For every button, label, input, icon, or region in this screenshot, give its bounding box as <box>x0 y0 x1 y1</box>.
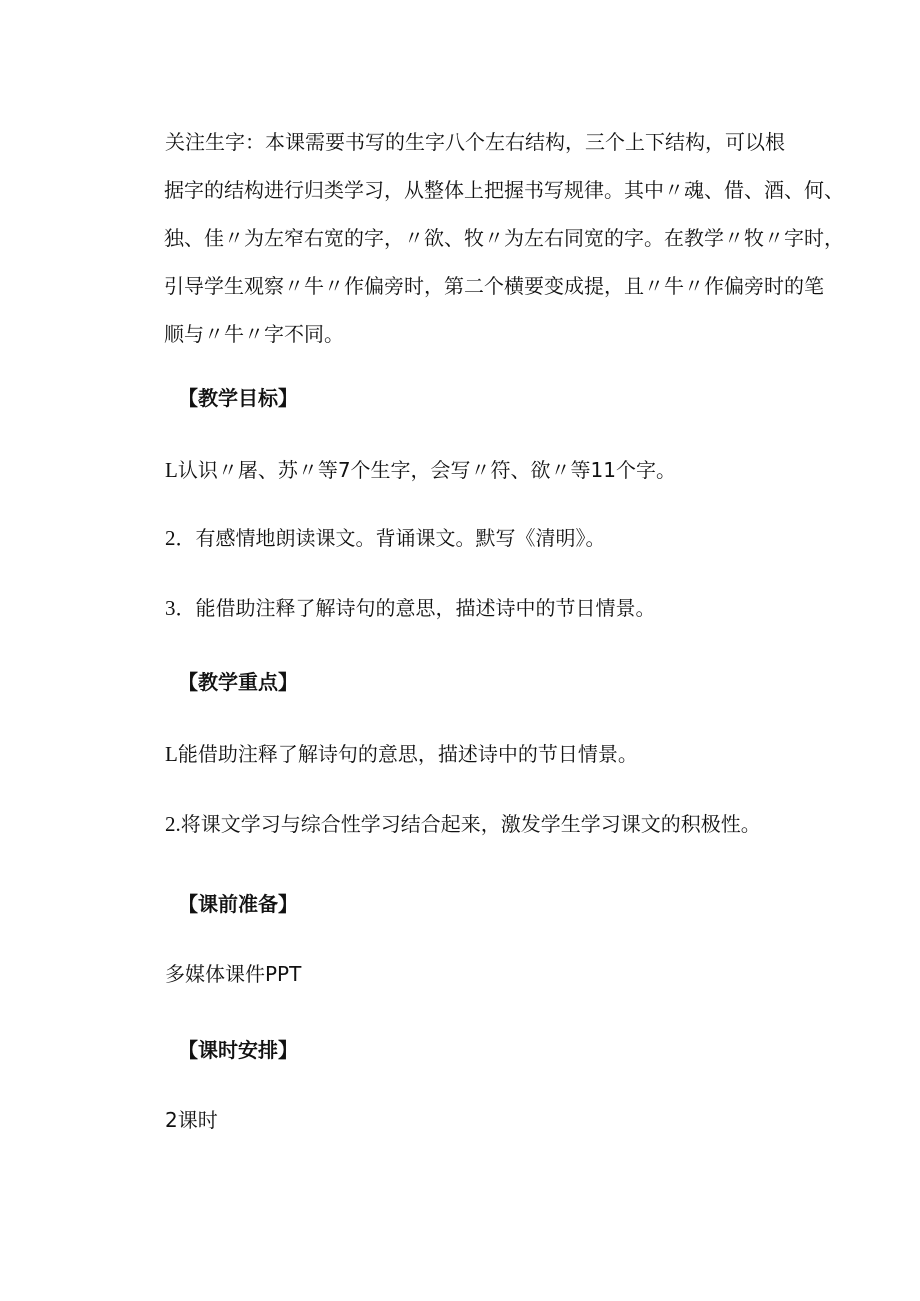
heading-teaching-focus: 【教学重点】 <box>178 670 298 694</box>
goal-item-1 <box>165 456 676 484</box>
intro-line-1: 关注生字：本课需要书写的生字八个左右结构，三个上下结构，可以根 <box>165 130 785 154</box>
focus-item-1 <box>165 740 638 768</box>
goal-item-3-text: ．能借助注释了解诗句的意思，描述诗中的节日情景。 <box>175 596 656 620</box>
focus-item-1-number: L <box>165 742 178 766</box>
preparation-text: 多媒体课件PPT <box>165 962 302 986</box>
intro-paragraph <box>164 118 844 358</box>
goal-item-2-number: 2 <box>165 526 176 550</box>
goal-item-1-number: L <box>165 458 178 482</box>
intro-line-3: 独、佳〃为左窄右宽的字，〃欲、牧〃为左右同宽的字。在教学〃牧〃字时， <box>164 226 844 250</box>
goal-item-3 <box>165 594 656 622</box>
goal-item-1-text: 认识〃屠、苏〃等7个生字，会写〃符、欲〃等11个字。 <box>177 458 677 482</box>
focus-item-2-number: 2. <box>165 812 181 836</box>
heading-preparation: 【课前准备】 <box>178 892 298 916</box>
focus-item-2 <box>165 810 761 838</box>
schedule-text: 2课时 <box>165 1108 218 1132</box>
intro-line-4: 引导学生观察〃牛〃作偏旁时，第二个横要变成提，且〃牛〃作偏旁时的笔 <box>164 274 824 298</box>
heading-teaching-goals: 【教学目标】 <box>178 386 298 410</box>
intro-line-2: 据字的结构进行归类学习，从整体上把握书写规律。其中〃魂、借、酒、何、 <box>164 178 844 202</box>
goal-item-3-number: 3 <box>165 596 176 620</box>
heading-schedule: 【课时安排】 <box>178 1038 298 1062</box>
intro-line-5: 顺与〃牛〃字不同。 <box>164 322 344 346</box>
goal-item-2 <box>165 524 606 552</box>
focus-item-2-text: 将课文学习与综合性学习结合起来，激发学生学习课文的积极性。 <box>180 812 761 836</box>
focus-item-1-text: 能借助注释了解诗句的意思，描述诗中的节日情景。 <box>177 742 638 766</box>
goal-item-2-text: ．有感情地朗读课文。背诵课文。默写《清明》。 <box>175 526 606 550</box>
